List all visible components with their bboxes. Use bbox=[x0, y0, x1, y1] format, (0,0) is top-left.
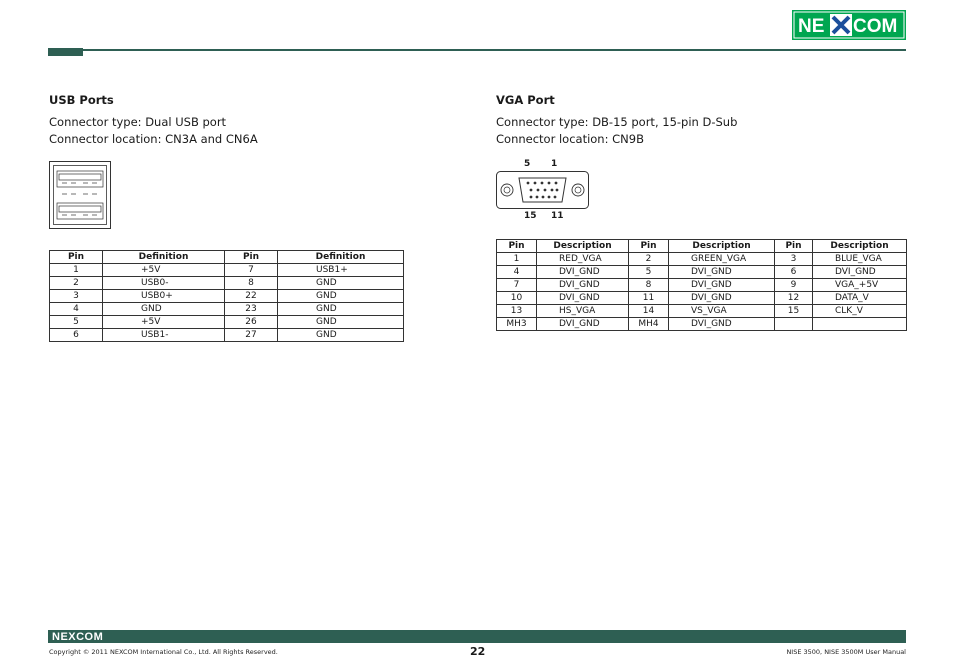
pin-cell: MH3 bbox=[497, 318, 537, 331]
pin-cell: 11 bbox=[629, 292, 669, 305]
pin-cell: 3 bbox=[775, 253, 813, 266]
header-pin: Pin bbox=[629, 240, 669, 253]
usb-connector-type: Connector type: Dual USB port bbox=[49, 115, 227, 129]
vga-connector-diagram bbox=[496, 171, 589, 209]
header-definition: Definition bbox=[278, 251, 404, 264]
description-cell bbox=[813, 318, 907, 331]
table-row bbox=[50, 277, 404, 290]
definition-cell: GND bbox=[278, 329, 404, 342]
vga-pin-label-1: 1 bbox=[551, 159, 558, 169]
pin-cell: 27 bbox=[225, 329, 278, 342]
description-cell: DVI_GND bbox=[669, 292, 775, 305]
definition-cell: +5V bbox=[103, 316, 225, 329]
vga-pin-label-15: 15 bbox=[524, 211, 537, 221]
table-row bbox=[497, 292, 907, 305]
pin-cell: 26 bbox=[225, 316, 278, 329]
pin-cell: 4 bbox=[497, 266, 537, 279]
vga-pin-label-11: 11 bbox=[551, 211, 564, 221]
pin-cell: 5 bbox=[629, 266, 669, 279]
vga-connector-type: Connector type: DB-15 port, 15-pin D-Sub bbox=[496, 115, 738, 129]
header-tab bbox=[48, 48, 83, 56]
description-cell: RED_VGA bbox=[537, 253, 629, 266]
footer-logo: NEXCOM bbox=[52, 631, 104, 643]
copyright-text: Copyright © 2011 NEXCOM International Co., Ltd. All Rights Reserved. bbox=[49, 648, 278, 656]
table-row bbox=[497, 266, 907, 279]
pin-cell: 3 bbox=[50, 290, 103, 303]
header-pin: Pin bbox=[225, 251, 278, 264]
pin-cell: MH4 bbox=[629, 318, 669, 331]
corner-mark-icon bbox=[901, 638, 906, 643]
pin-cell: 7 bbox=[225, 264, 278, 277]
header-description: Description bbox=[537, 240, 629, 253]
table-header-row bbox=[50, 251, 404, 264]
definition-cell: USB1+ bbox=[278, 264, 404, 277]
definition-cell: GND bbox=[103, 303, 225, 316]
table-header-row bbox=[497, 240, 907, 253]
description-cell: DVI_GND bbox=[537, 266, 629, 279]
description-cell: CLK_V bbox=[813, 305, 907, 318]
vga-pin-table bbox=[496, 239, 907, 331]
definition-cell: GND bbox=[278, 277, 404, 290]
page-number: 22 bbox=[470, 645, 486, 658]
pin-cell: 2 bbox=[50, 277, 103, 290]
table-row bbox=[497, 305, 907, 318]
pin-cell: 2 bbox=[629, 253, 669, 266]
pin-cell: 5 bbox=[50, 316, 103, 329]
pin-cell: 14 bbox=[629, 305, 669, 318]
pin-cell: 6 bbox=[775, 266, 813, 279]
pin-cell bbox=[775, 318, 813, 331]
vga-title: VGA Port bbox=[496, 93, 555, 107]
definition-cell: +5V bbox=[103, 264, 225, 277]
usb-title: USB Ports bbox=[49, 93, 114, 107]
pin-cell: 23 bbox=[225, 303, 278, 316]
table-row bbox=[497, 279, 907, 292]
description-cell: DVI_GND bbox=[537, 292, 629, 305]
corner-mark-icon bbox=[893, 638, 899, 643]
header-pin: Pin bbox=[497, 240, 537, 253]
description-cell: VGA_+5V bbox=[813, 279, 907, 292]
description-cell: GREEN_VGA bbox=[669, 253, 775, 266]
description-cell: BLUE_VGA bbox=[813, 253, 907, 266]
manual-title: NISE 3500, NISE 3500M User Manual bbox=[786, 648, 906, 656]
pin-cell: 6 bbox=[50, 329, 103, 342]
definition-cell: GND bbox=[278, 316, 404, 329]
pin-cell: 22 bbox=[225, 290, 278, 303]
pin-cell: 8 bbox=[225, 277, 278, 290]
footer-bar bbox=[48, 630, 906, 643]
definition-cell: USB0- bbox=[103, 277, 225, 290]
description-cell: DATA_V bbox=[813, 292, 907, 305]
description-cell: VS_VGA bbox=[669, 305, 775, 318]
usb-connector-diagram bbox=[49, 161, 111, 229]
vga-pin-label-5: 5 bbox=[524, 159, 531, 169]
pin-cell: 15 bbox=[775, 305, 813, 318]
definition-cell: GND bbox=[278, 290, 404, 303]
logo-text-ne: NE bbox=[798, 16, 825, 37]
description-cell: DVI_GND bbox=[669, 318, 775, 331]
header-description: Description bbox=[669, 240, 775, 253]
table-row bbox=[497, 318, 907, 331]
table-row bbox=[50, 303, 404, 316]
pin-cell: 12 bbox=[775, 292, 813, 305]
logo-text-com: COM bbox=[853, 16, 898, 37]
table-row bbox=[50, 329, 404, 342]
description-cell: DVI_GND bbox=[813, 266, 907, 279]
usb-pin-table bbox=[49, 250, 404, 342]
definition-cell: USB0+ bbox=[103, 290, 225, 303]
description-cell: DVI_GND bbox=[537, 318, 629, 331]
description-cell: HS_VGA bbox=[537, 305, 629, 318]
table-row bbox=[50, 264, 404, 277]
pin-cell: 1 bbox=[497, 253, 537, 266]
pin-cell: 9 bbox=[775, 279, 813, 292]
pin-cell: 8 bbox=[629, 279, 669, 292]
definition-cell: GND bbox=[278, 303, 404, 316]
usb-connector-location: Connector location: CN3A and CN6A bbox=[49, 132, 258, 146]
pin-cell: 4 bbox=[50, 303, 103, 316]
description-cell: DVI_GND bbox=[669, 266, 775, 279]
header-pin: Pin bbox=[775, 240, 813, 253]
pin-cell: 13 bbox=[497, 305, 537, 318]
vga-connector-location: Connector location: CN9B bbox=[496, 132, 644, 146]
description-cell: DVI_GND bbox=[669, 279, 775, 292]
header-rule bbox=[48, 49, 906, 51]
pin-cell: 7 bbox=[497, 279, 537, 292]
description-cell: DVI_GND bbox=[537, 279, 629, 292]
corner-mark-icon bbox=[893, 630, 899, 636]
header-pin: Pin bbox=[50, 251, 103, 264]
header-description: Description bbox=[813, 240, 907, 253]
table-row bbox=[50, 290, 404, 303]
definition-cell: USB1- bbox=[103, 329, 225, 342]
nexcom-logo bbox=[792, 10, 906, 40]
table-row bbox=[497, 253, 907, 266]
table-row bbox=[50, 316, 404, 329]
pin-cell: 10 bbox=[497, 292, 537, 305]
pin-cell: 1 bbox=[50, 264, 103, 277]
header-definition: Definition bbox=[103, 251, 225, 264]
